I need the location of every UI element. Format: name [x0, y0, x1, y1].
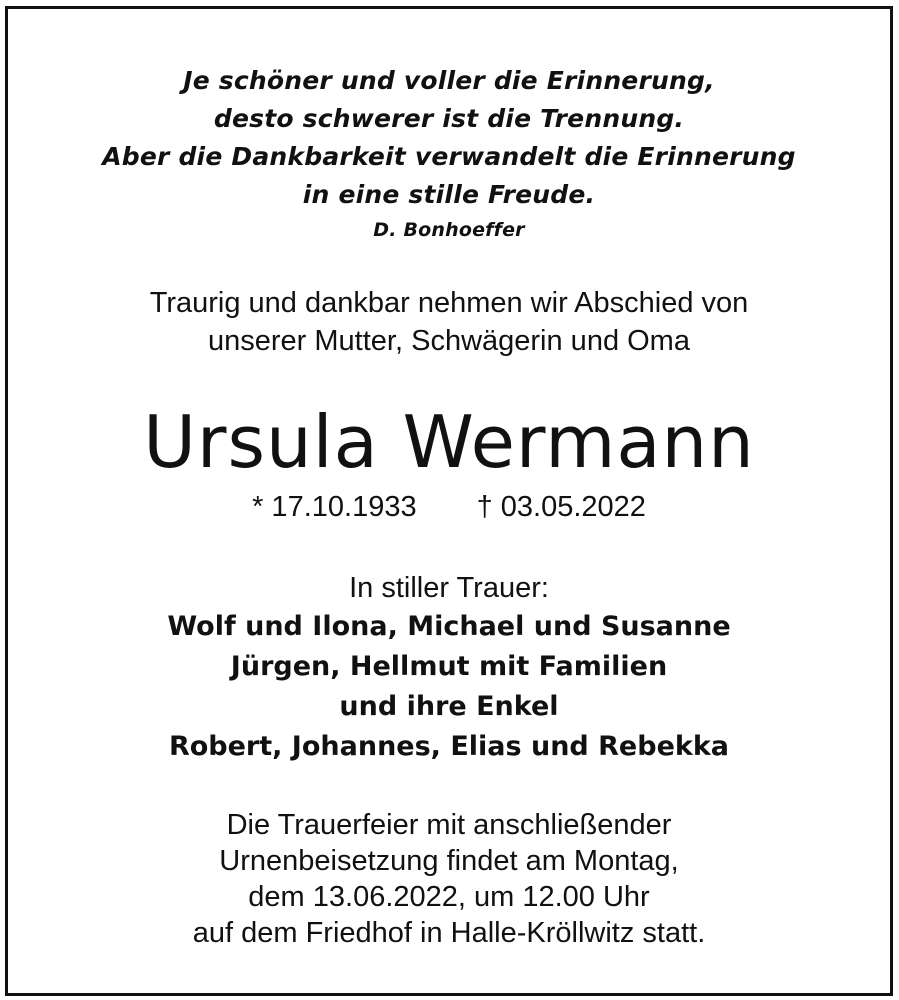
- quote-line: in eine stille Freude.: [302, 180, 596, 209]
- deceased-name: Ursula Wermann: [143, 400, 755, 484]
- quote-line: desto schwerer ist die Trennung.: [213, 104, 685, 133]
- mourner-line: und ihre Enkel: [339, 691, 559, 722]
- life-dates: [8, 487, 890, 527]
- intro-text: [8, 284, 890, 360]
- quote-author: D. Bonhoeffer: [373, 219, 525, 241]
- mourner-line: Robert, Johannes, Elias und Rebekka: [168, 731, 730, 762]
- ceremony-line: Urnenbeisetzung findet am Montag,: [219, 845, 679, 877]
- quote-line: Aber die Dankbarkeit verwandelt die Erinnerung: [102, 142, 796, 171]
- ceremony-line: Die Trauerfeier mit anschließender: [226, 809, 672, 841]
- ceremony-info: [8, 807, 890, 951]
- ceremony-line: auf dem Friedhof in Halle-Kröllwitz statt.: [192, 917, 706, 949]
- intro-line: unserer Mutter, Schwägerin und Oma: [208, 325, 690, 357]
- mourner-line: Wolf und Ilona, Michael und Susanne: [167, 611, 731, 642]
- ceremony-line: dem 13.06.2022, um 12.00 Uhr: [248, 881, 650, 913]
- mourner-line: Jürgen, Hellmut mit Familien: [230, 651, 668, 682]
- quote-line: Je schöner und voller die Erinnerung,: [183, 66, 715, 95]
- obituary-frame: [5, 6, 893, 996]
- mourners-list: [8, 607, 890, 767]
- quote-block: [8, 62, 890, 245]
- birth-date: * 17.10.1933: [252, 491, 417, 523]
- mourning-label: In stiller Trauer:: [349, 572, 549, 604]
- intro-line: Traurig und dankbar nehmen wir Abschied von: [149, 287, 749, 319]
- death-date: † 03.05.2022: [476, 491, 646, 523]
